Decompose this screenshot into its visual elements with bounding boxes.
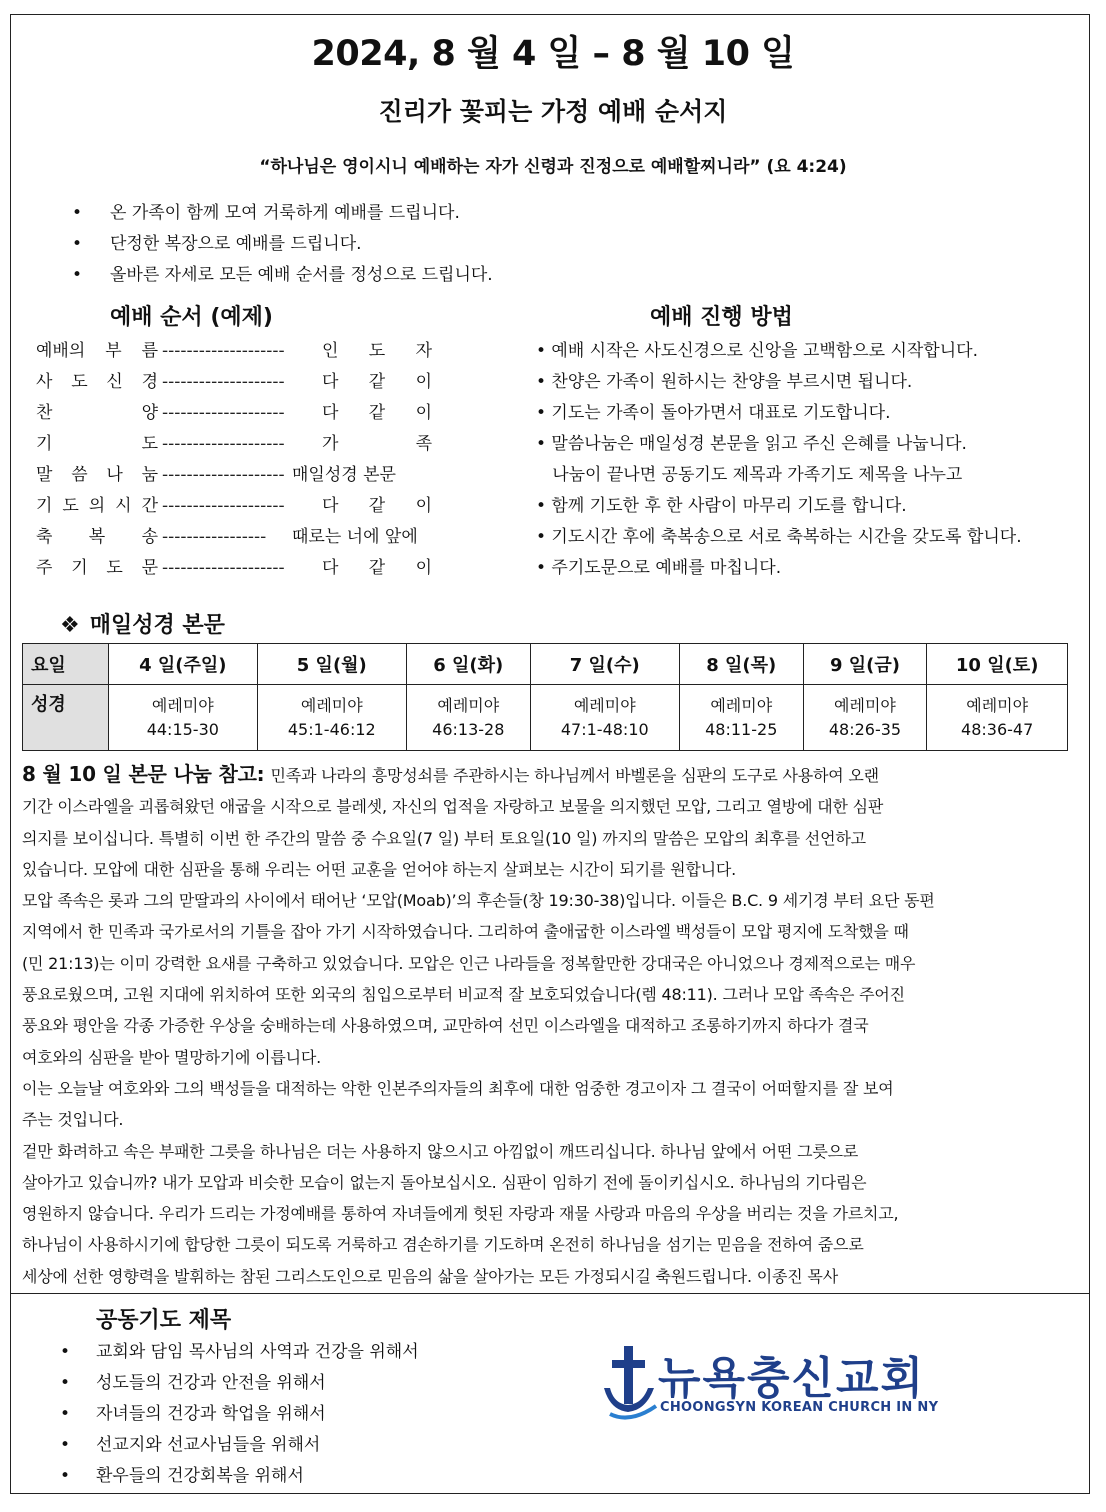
notes-line: 풍요로웠으며, 고원 지대에 위치하여 또한 외국의 침입으로부터 비교적 잘 보호되었습니다(렘 48:11). 그러나 모압 족속은 주어진 [22,985,905,1005]
order-name-char: 도 [106,558,123,578]
order-item-dashes: -------------------- [162,558,285,578]
order-leader-char: 같 [368,372,386,392]
reading-book: 예레미야 [710,695,773,715]
notes-line: 영원하지 않습니다. 우리가 드리는 가정예배를 통하여 자녀들에게 헛된 자랑과 재물 사랑과 마음의 우상을 버리는 것을 가르치고, [22,1204,899,1224]
method-list [536,336,1081,584]
prayer-item: • 성도들의 건강과 안전을 위해서 [50,1368,419,1399]
order-leader-char: 이 [415,403,432,423]
method-item: • 말씀나눔은 매일성경 본문을 읽고 주신 은혜를 나눕니다. [536,434,967,454]
order-leader-char: 다 [322,558,339,578]
method-item: • 찬양은 가족이 원하시는 찬양을 부르시면 됩니다. [536,372,913,392]
order-leader-char: 인 [322,341,339,361]
order-item-name [36,398,158,429]
table-corner-bible: 성경 [23,685,109,751]
table-header-day: 8 일(목) [679,644,803,685]
order-item-leader [322,336,432,367]
order-leader-char: 족 [415,434,432,454]
order-name-char: 름 [141,341,158,361]
method-item: • 기도시간 후에 축복송으로 서로 축복하는 시간을 갖도록 합니다. [536,527,1022,547]
reading-book: 예레미야 [151,695,214,715]
order-name-char: 주 [36,558,53,578]
order-leader-char: 때로는 너에 앞에 [292,527,418,547]
reading-ref: 48:26-35 [828,719,902,739]
table-header-day: 9 일(금) [803,644,927,685]
order-name-char: 신 [106,372,123,392]
order-item-dashes: -------------------- [162,434,285,454]
order-item [36,522,436,553]
order-item [36,553,436,584]
table-cell-reading [927,685,1068,751]
table-header-day: 6 일(화) [406,644,530,685]
order-name-char: 말 [36,465,53,485]
order-leader-char: 다 [322,496,339,516]
order-leader-char: 같 [368,403,386,423]
prayer-item: • 환우들의 건강회복을 위해서 [50,1461,419,1492]
order-leader-char: 다 [322,372,339,392]
order-name-char: 경 [141,372,158,392]
table-cell-reading [109,685,258,751]
order-leader-char: 가 [322,434,339,454]
method-item: 나눔이 끝나면 공동기도 제목과 가족기도 제목을 나누고 [536,465,963,485]
order-item-leader [292,522,432,553]
order-leader-char: 자 [415,341,432,361]
notes-line: 주는 것입니다. [22,1110,124,1130]
notes-line: 하나님이 사용하시기에 합당한 그릇이 되도록 거룩하고 겸손하기를 기도하며 온전히 하나님을 섬기는 믿음을 전하여 줌으로 [22,1235,864,1255]
order-item-dashes: -------------------- [162,341,285,361]
table-header-day: 5 일(월) [257,644,406,685]
prayer-item: • 자녀들의 건강과 학업을 위해서 [50,1399,419,1430]
table-cell-reading [679,685,803,751]
reading-ref: 46:13-28 [432,719,505,739]
table-cell-reading [406,685,530,751]
reading-ref: 44:15-30 [146,719,219,739]
order-name-char: 의 [88,496,106,516]
order-item [36,460,436,491]
order-name-char: 복 [88,527,106,547]
prayer-item: • 선교지와 선교사님들을 위해서 [50,1430,419,1461]
page-subtitle: 진리가 꽃피는 가정 예배 순서지 [378,97,728,126]
notes-line: 기간 이스라엘을 괴롭혀왔던 애굽을 시작으로 블레셋, 자신의 업적을 자랑하고 보물을 의지했던 모압, 그리고 열방에 대한 심판 [22,797,884,817]
table-header-day: 4 일(주일) [109,644,258,685]
table-row [23,685,1068,751]
intro-item: • 단정한 복장으로 예배를 드립니다. [62,229,493,260]
method-heading: 예배 진행 방법 [650,305,793,330]
order-name-char: 나 [106,465,123,485]
order-name-char: 예배의 [36,341,86,361]
order-name-char: 씀 [71,465,88,485]
notes-line: (민 21:13)는 이미 강력한 요새를 구축하고 있었습니다. 모압은 인근 나라들을 정복할만한 강대국은 아니었으나 경제적으로는 매우 [22,953,916,973]
page-title: 2024, 8 월 4 일 – 8 월 10 일 [311,34,795,74]
table-header-day: 10 일(토) [927,644,1068,685]
notes-line: 여호와의 심판을 받아 멸망하기에 이릅니다. [22,1047,322,1067]
reading-heading-text: 매일성경 본문 [89,613,225,638]
order-leader-char: 다 [322,403,339,423]
order-leader-char: 이 [415,558,432,578]
order-item-name [36,336,158,367]
order-name-char: 사 [36,372,53,392]
table-cell-reading [257,685,406,751]
reading-book: 예레미야 [573,695,636,715]
order-item-dashes: -------------------- [162,403,285,423]
logo-name: 뉴욕충신교회 [658,1353,926,1404]
order-name-char: 간 [141,496,158,516]
order-item-dashes: -------------------- [162,496,285,516]
theme-verse: “하나님은 영이시니 예배하는 자가 신령과 진정으로 예배할찌니라” (요 4:24) [259,157,847,177]
reading-ref: 48:11-25 [705,719,778,739]
reading-book: 예레미야 [437,695,500,715]
order-item-name [36,491,158,522]
order-name-char: 문 [141,558,158,578]
notes-line: 살아가고 있습니까? 내가 모압과 비슷한 모습이 없는지 돌아보십시오. 심판이 임하기 전에 돌이키십시오. 하나님의 기다림은 [22,1172,867,1192]
order-name-char: 기 [71,558,88,578]
diamond-icon: ❖ [60,613,80,638]
method-item: • 주기도문으로 예배를 마칩니다. [536,558,782,578]
reading-heading [60,608,225,639]
order-leader-char: 같 [368,558,386,578]
order-list [36,336,436,584]
logo-subtitle: CHOONGSYN KOREAN CHURCH IN NY [660,1400,939,1415]
prayer-item: • 교회와 담임 목사님의 사역과 건강을 위해서 [50,1337,419,1368]
notes-text: 민족과 나라의 흥망성쇠를 주관하시는 하나님께서 바벨론을 심판의 도구로 사용하여 오랜 [270,766,879,785]
order-item-leader [322,398,432,429]
reading-ref: 45:1-46:12 [287,719,376,739]
reading-book: 예레미야 [300,695,363,715]
reading-ref: 48:36-47 [961,719,1034,739]
notes-line: 지역에서 한 민족과 국가로서의 기틀을 잡아 가기 시작하였습니다. 그리하여 출애굽한 이스라엘 백성들이 모압 평지에 도착했을 때 [22,922,909,942]
order-item [36,398,436,429]
notes-line: 의지를 보이십니다. 특별히 이번 한 주간의 말씀 중 수요일(7 일) 부터 토요일(10 일) 까지의 말씀은 모압의 최후를 선언하고 [22,828,866,848]
order-name-char: 양 [141,403,158,423]
intro-item: • 올바른 자세로 모든 예배 순서를 정성으로 드립니다. [62,260,493,291]
section-divider [10,1293,1090,1294]
notes-line: 모압 족속은 롯과 그의 맏딸과의 사이에서 태어난 ‘모압(Moab)’의 후손들(창 19:30-38)입니다. 이들은 B.C. 9 세기경 부터 요단 동편 [22,891,935,911]
order-leader-char: 매일성경 본문 [292,465,396,485]
reading-book: 예레미야 [834,695,896,715]
order-leader-char: 같 [368,496,386,516]
order-name-char: 기 [36,434,53,454]
prayer-list [50,1337,419,1492]
table-corner-day: 요일 [23,644,109,685]
order-item-dashes: -------------------- [162,372,285,392]
order-item-name [36,460,158,491]
order-name-char: 축 [36,527,53,547]
reading-ref: 47:1-48:10 [560,719,649,739]
order-leader-char: 이 [415,496,432,516]
order-name-char: 눔 [141,465,158,485]
order-item-name [36,553,158,584]
notes-line: 이는 오늘날 여호와와 그의 백성들을 대적하는 악한 인본주의자들의 최후에 대한 엄중한 경고이자 그 결국이 어떠할지를 잘 보여 [22,1078,894,1098]
prayer-heading: 공동기도 제목 [96,1308,232,1333]
order-name-char: 시 [115,496,132,516]
order-name-char: 찬 [36,403,53,423]
order-item-leader [322,491,432,522]
order-name-char: 기 [36,496,53,516]
order-leader-char: 이 [415,372,432,392]
order-item-name [36,429,158,460]
order-item-name [36,522,158,553]
order-item [36,336,436,367]
cross-anchor-icon [600,1344,660,1422]
order-name-char: 도 [141,434,158,454]
order-item [36,367,436,398]
order-item-name [36,367,158,398]
order-heading: 예배 순서 (예제) [110,305,273,330]
notes-lead: 8 월 10 일 본문 나눔 참고: [22,762,265,786]
order-item [36,429,436,460]
reading-book: 예레미야 [966,695,1029,715]
order-item [36,491,436,522]
notes-line: 겉만 화려하고 속은 부패한 그릇을 하나님은 더는 사용하지 않으시고 아낌없이 깨뜨리십니다. 하나님 앞에서 어떤 그릇으로 [22,1141,859,1161]
table-cell-reading [530,685,679,751]
notes-line: 세상에 선한 영향력을 발휘하는 참된 그리스도인으로 믿음의 삶을 살아가는 모든 가정되시길 축원드립니다. 이종진 목사 [22,1266,838,1286]
reading-table [22,643,1068,751]
order-item-leader [322,429,432,460]
order-name-char: 도 [62,496,79,516]
order-item-leader [322,553,432,584]
table-header-day: 7 일(수) [530,644,679,685]
order-item-leader [292,460,432,491]
table-header-row [23,644,1068,685]
order-leader-char: 도 [368,341,386,361]
sharing-notes [22,759,1082,1292]
church-logo [600,1346,939,1424]
order-item-dashes: -------------------- [162,465,285,485]
order-item-leader [322,367,432,398]
method-item: • 기도는 가족이 돌아가면서 대표로 기도합니다. [536,403,891,423]
intro-list [62,198,493,291]
notes-line: 풍요와 평안을 각종 가증한 우상을 숭배하는데 사용하였으며, 교만하여 선민 이스라엘을 대적하고 조롱하기까지 하다가 결국 [22,1016,869,1036]
order-name-char: 부 [105,341,122,361]
method-item: • 예배 시작은 사도신경으로 신앙을 고백함으로 시작합니다. [536,341,978,361]
notes-line [22,759,1082,791]
order-name-char: 송 [141,527,158,547]
intro-item: • 온 가족이 함께 모여 거룩하게 예배를 드립니다. [62,198,493,229]
order-name-char: 도 [71,372,88,392]
notes-line: 있습니다. 모압에 대한 심판을 통해 우리는 어떤 교훈을 얻어야 하는지 살펴보는 시간이 되기를 원합니다. [22,859,737,879]
table-cell-reading [803,685,927,751]
method-item: • 함께 기도한 후 한 사람이 마무리 기도를 합니다. [536,496,907,516]
order-item-dashes: ----------------- [162,527,267,547]
